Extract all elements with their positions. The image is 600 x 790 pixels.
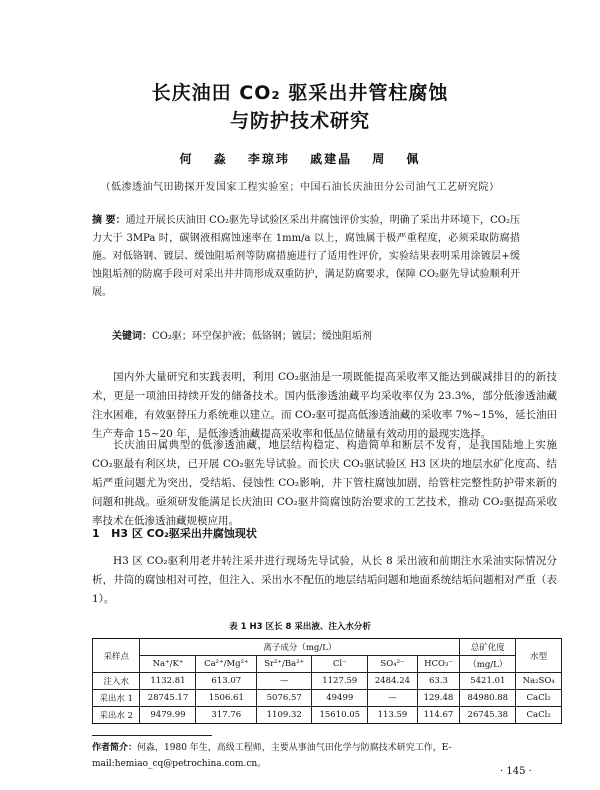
footnote-divider xyxy=(92,735,212,736)
table-cell: 2484.24 xyxy=(368,673,417,690)
author-affiliation: （低渗透油气田勘探开发国家工程实验室；中国石油长庆油田分公司油气工艺研究院） xyxy=(100,182,500,193)
header-ion-composition: 离子成分（mg/L） xyxy=(140,639,460,656)
table-cell: — xyxy=(257,673,312,690)
table-cell: 1109.32 xyxy=(257,707,312,724)
subheader-na-k: Na⁺/K⁺ xyxy=(140,656,196,673)
footnote-label: 作者简介： xyxy=(92,743,138,753)
article-title-line-2: 与防护技术研究 xyxy=(229,110,370,132)
subheader-tds-unit: （mg/L） xyxy=(460,656,516,673)
table-cell: 49499 xyxy=(312,690,368,707)
table-cell: 1506.61 xyxy=(196,690,257,707)
table-cell: CaCl₂ xyxy=(516,707,562,724)
subheader-so4: SO₄²⁻ xyxy=(368,656,417,673)
table-cell: 15610.05 xyxy=(312,707,368,724)
footnote-text: 何淼，1980 年生，高级工程师，主要从事油气田化学与防腐技术研究工作，E-mail:hemiao_cq@petrochina.com.cn。 xyxy=(92,743,452,769)
subheader-ca-mg: Ca²⁺/Mg²⁺ xyxy=(196,656,257,673)
table-cell: 63.3 xyxy=(417,673,460,690)
table-subheader-row xyxy=(93,656,562,673)
keywords-text: CO₂驱；环空保护液；低铬钢；镀层；缓蚀阻垢剂 xyxy=(152,331,372,342)
keywords xyxy=(112,329,532,345)
table-caption: 表 1 H3 区长 8 采出液、注入水分析 xyxy=(229,622,371,632)
table-cell: 5076.57 xyxy=(257,690,312,707)
paragraph-text: H3 区 CO₂驱利用老井转注采井进行现场先导试验，从长 8 采出液和前期注水采油实际情况分析，井筒的腐蚀相对可控，但注入、采出水不配伍的地层结垢问题和地面系统结垢问题相对严重（表 1）。 xyxy=(92,555,557,605)
row-label: 注入水 xyxy=(93,673,140,690)
intro-paragraph-1 xyxy=(92,368,557,444)
table-cell: 613.07 xyxy=(196,673,257,690)
table-header-row xyxy=(93,639,562,656)
author-list: 何 淼 李琼玮 戚建晶 周 佩 xyxy=(179,152,421,166)
row-label: 采出水 1 xyxy=(93,690,140,707)
section-title: H3 区 CO₂驱采出井腐蚀现状 xyxy=(111,527,257,540)
table-cell: — xyxy=(368,690,417,707)
table-cell: 129.48 xyxy=(417,690,460,707)
row-label: 采出水 2 xyxy=(93,707,140,724)
table-cell: 1127.59 xyxy=(312,673,368,690)
subheader-hco3: HCO₃⁻ xyxy=(417,656,460,673)
table-cell: 5421.01 xyxy=(460,673,516,690)
table-row xyxy=(93,673,562,690)
water-analysis-table xyxy=(92,638,562,724)
table-cell: 28745.17 xyxy=(140,690,196,707)
intro-paragraph-2 xyxy=(92,436,557,531)
table-cell: Na₂SO₄ xyxy=(516,673,562,690)
subheader-sr-ba: Sr²⁺/Ba²⁺ xyxy=(257,656,312,673)
abstract-label: 摘 要： xyxy=(92,215,126,226)
section-number: 1 xyxy=(92,527,100,540)
section-1-paragraph xyxy=(92,552,557,609)
table-cell: 26745.38 xyxy=(460,707,516,724)
paragraph-text: 长庆油田属典型的低渗透油藏，地层结构稳定、构造简单和断层不发育，是我国陆地上实施 CO₂驱最有利区块，已开展 CO₂驱先导试验。而长庆 CO₂驱试验区 H3 区块的地层水矿化度高、结垢严重问题尤为突出，受结垢、侵蚀性 CO₂影响，井下管柱腐蚀加剧，给管柱完整性防护带来新的问题和挑战。亟须研发能满足长庆油田 CO₂驱井筒腐蚀防治要求的工艺技术，推动 CO₂驱提高采收率技术在低渗透油藏规模应用。 xyxy=(92,439,557,527)
abstract xyxy=(92,212,520,302)
header-water-type: 水型 xyxy=(516,639,562,673)
header-sample-point: 采样点 xyxy=(93,639,140,673)
page-number: · 145 · xyxy=(500,766,532,777)
table-cell: CaCl₂ xyxy=(516,690,562,707)
table-cell: 1132.81 xyxy=(140,673,196,690)
table-cell: 113.59 xyxy=(368,707,417,724)
paragraph-text: 国内外大量研究和实践表明，利用 CO₂驱油是一项既能提高采收率又能达到碳减排目的的新技术，更是一项油田持续开发的储备技术。国内低渗透油藏平均采收率仅为 23.3%，部分低渗透油藏注水困难，有效驱替压力系统难以建立。而 CO₂驱可提高低渗透油藏的采收率 7%~15%，延长油田生产寿命 15~20 年，是低渗透油藏提高采收率和低品位储量有效动用的最现实选择。 xyxy=(92,371,557,440)
author-footnote xyxy=(92,740,562,772)
table-row xyxy=(93,707,562,724)
article-title-line-1: 长庆油田 CO₂ 驱采出井管柱腐蚀 xyxy=(151,82,449,104)
section-heading xyxy=(92,525,257,541)
keywords-label: 关键词： xyxy=(112,331,152,342)
table-cell: 84980.88 xyxy=(460,690,516,707)
table-cell: 9479.99 xyxy=(140,707,196,724)
subheader-cl: Cl⁻ xyxy=(312,656,368,673)
table-cell: 317.76 xyxy=(196,707,257,724)
table-row xyxy=(93,690,562,707)
abstract-text: 通过开展长庆油田 CO₂驱先导试验区采出井腐蚀评价实验，明确了采出井环境下，CO₂压力大于 3MPa 时，碳钢液相腐蚀速率在 1mm/a 以上，腐蚀属于极严重程度，必须采取防腐措施。对低铬钢、镀层、缓蚀阻垢剂等防腐措施进行了适用性评价，实验结果表明采用涂镀层+缓蚀阻垢剂的防腐手段可对采出井井筒形成双重防护，满足防腐要求，保障 CO₂驱先导试验顺利开展。 xyxy=(92,215,520,298)
table-cell: 114.67 xyxy=(417,707,460,724)
header-total-salinity: 总矿化度 xyxy=(460,639,516,656)
